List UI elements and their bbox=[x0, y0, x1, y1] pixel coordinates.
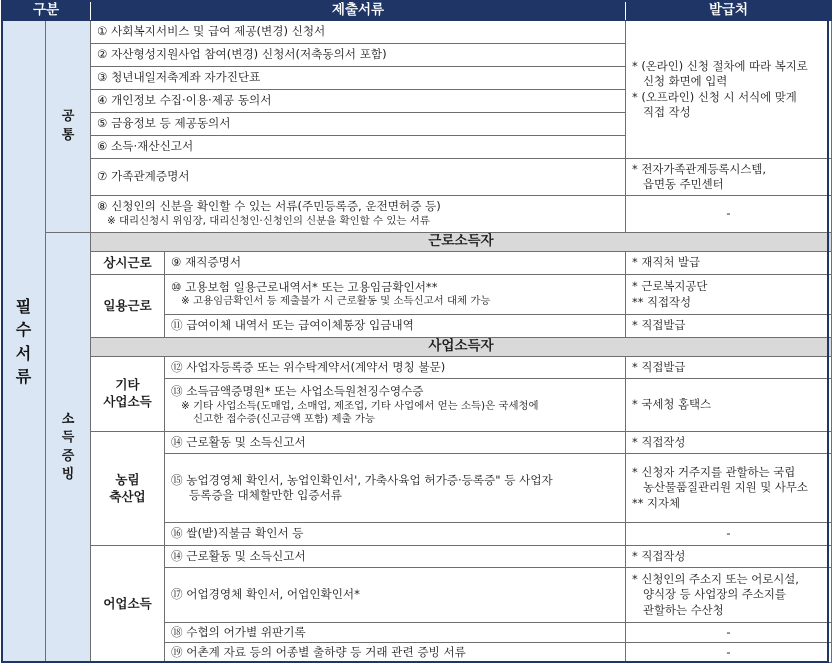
table-header-row bbox=[2, 1, 832, 21]
table-row bbox=[2, 196, 832, 233]
doc-business-registration: ⑫ 사업자등록증 또는 위수탁계약서(계약서 명칭 불문) bbox=[165, 357, 626, 379]
header-issuer: 발급처 bbox=[626, 1, 832, 21]
doc-rice-subsidy: ⑯ 쌀(밭)직불금 확인서 등 bbox=[165, 523, 626, 546]
category-income-proof: 소 득 증 빙 bbox=[46, 233, 91, 663]
issuer-rice-subsidy: - bbox=[626, 523, 832, 546]
issuer-family: * 전자가족관계등록시스템, 읍면동 주민센터 bbox=[626, 159, 832, 196]
category-required-docs: 필 수 서 류 bbox=[2, 21, 46, 663]
doc-salary-transfer: ⑪ 급여이체 내역서 또는 급여이체통장 입금내역 bbox=[165, 315, 626, 338]
doc-fish-activity-report: ⑭ 근로활동 및 소득신고서 bbox=[165, 546, 626, 568]
doc-daily-insurance: ⑩ 고용보험 일용근로내역서* 또는 고용임금확인서** ※ 고용임금확인서 등 제출불가 시 근로활동 및 소득신고서 대체 가능 bbox=[165, 275, 626, 315]
group-agriculture: 농림 축산업 bbox=[91, 432, 165, 546]
issuer-transfer: * 직접발급 bbox=[626, 315, 832, 338]
issuer-daily: * 근로복지공단 ** 직접작성 bbox=[626, 275, 832, 315]
group-regular-work: 상시근로 bbox=[91, 252, 165, 275]
issuer-hometax: * 국세청 홈택스 bbox=[626, 379, 832, 432]
header-category: 구분 bbox=[2, 1, 91, 21]
doc-fish-business-proof: ⑰ 어업경영체 확인서, 어업인확인서* bbox=[165, 568, 626, 623]
group-fishery: 어업소득 bbox=[91, 546, 165, 663]
issuer-business-registration: * 직접발급 bbox=[626, 357, 832, 379]
table-row bbox=[2, 252, 832, 275]
doc-identity: ⑧ 신청인의 신분을 확인할 수 있는 서류(주민등록증, 운전면허증 등) ※ 대리신청시 위임장, 대리신청인·신청인의 신분을 확인할 수 있는 서류 bbox=[91, 196, 626, 233]
doc-item: ② 자산형성지원사업 참여(변경) 신청서(저축동의서 포함) bbox=[91, 44, 626, 67]
doc-shipment-proof: ⑲ 어촌계 자료 등의 어종별 출하량 등 거래 관련 증빙 서류 bbox=[165, 643, 626, 663]
group-other-business: 기타 사업소득 bbox=[91, 357, 165, 432]
table-row bbox=[2, 159, 832, 196]
issuer-identity: - bbox=[626, 196, 832, 233]
doc-employment-certificate: ⑨ 재직증명서 bbox=[165, 252, 626, 275]
table-row bbox=[2, 357, 832, 379]
group-daily-work: 일용근로 bbox=[91, 275, 165, 338]
issuer-farm-activity: * 직접작성 bbox=[626, 432, 832, 454]
doc-income-certificate: ⑬ 소득금액증명원* 또는 사업소득원천징수영수증 ※ 기타 사업소득(도매업, 소매업, 제조업, 기타 사업에서 얻는 소득)은 국세청에 신고한 접수증(신고금액 포함) 제출 가능 bbox=[165, 379, 626, 432]
issuer-fish-activity: * 직접작성 bbox=[626, 546, 832, 568]
issuer-auction-record: - bbox=[626, 623, 832, 643]
doc-auction-record: ⑱ 수협의 어가별 위판기록 bbox=[165, 623, 626, 643]
issuer-fish-business: * 신청인의 주소지 또는 어로시설, 양식장 등 사업장의 주소지를 관할하는 수산청 bbox=[626, 568, 832, 623]
issuer-farm-business: * 신청자 거주지를 관할하는 국립 농산물품질관리원 지원 및 사무소 ** 지자체 bbox=[626, 454, 832, 523]
table-row bbox=[2, 233, 832, 252]
section-earned-income: 근로소득자 bbox=[91, 233, 832, 252]
required-documents-table bbox=[1, 0, 832, 663]
doc-farm-business-proof: ⑮ 농업경영체 확인서, 농업인확인서', 가축사육업 허가증·등록증" 등 사업자 등록증을 대체할만한 입증서류 bbox=[165, 454, 626, 523]
table-row bbox=[2, 275, 832, 315]
issuer-regular: * 재직처 발급 bbox=[626, 252, 832, 275]
doc-item: ① 사회복지서비스 및 급여 제공(변경) 신청서 bbox=[91, 21, 626, 44]
doc-item: ⑥ 소득·재산신고서 bbox=[91, 136, 626, 159]
table-row bbox=[2, 432, 832, 454]
table-row bbox=[2, 338, 832, 357]
issuer-shipment-proof: - bbox=[626, 643, 832, 663]
doc-item: ③ 청년내일저축계좌 자가진단표 bbox=[91, 67, 626, 90]
doc-farm-activity-report: ⑭ 근로활동 및 소득신고서 bbox=[165, 432, 626, 454]
doc-family-certificate: ⑦ 가족관계증명서 bbox=[91, 159, 626, 196]
category-common: 공 통 bbox=[46, 21, 91, 233]
doc-item: ④ 개인정보 수집·이용·제공 동의서 bbox=[91, 90, 626, 113]
issuer-online-offline: * (온라인) 신청 절차에 따라 복지로 신청 화면에 입력 * (오프라인) 신청 시 서식에 맞게 직접 작성 bbox=[626, 21, 832, 159]
section-business-income: 사업소득자 bbox=[91, 338, 832, 357]
header-documents: 제출서류 bbox=[91, 1, 626, 21]
doc-item: ⑤ 금융정보 등 제공동의서 bbox=[91, 113, 626, 136]
table-row bbox=[2, 21, 832, 44]
table-row bbox=[2, 546, 832, 568]
